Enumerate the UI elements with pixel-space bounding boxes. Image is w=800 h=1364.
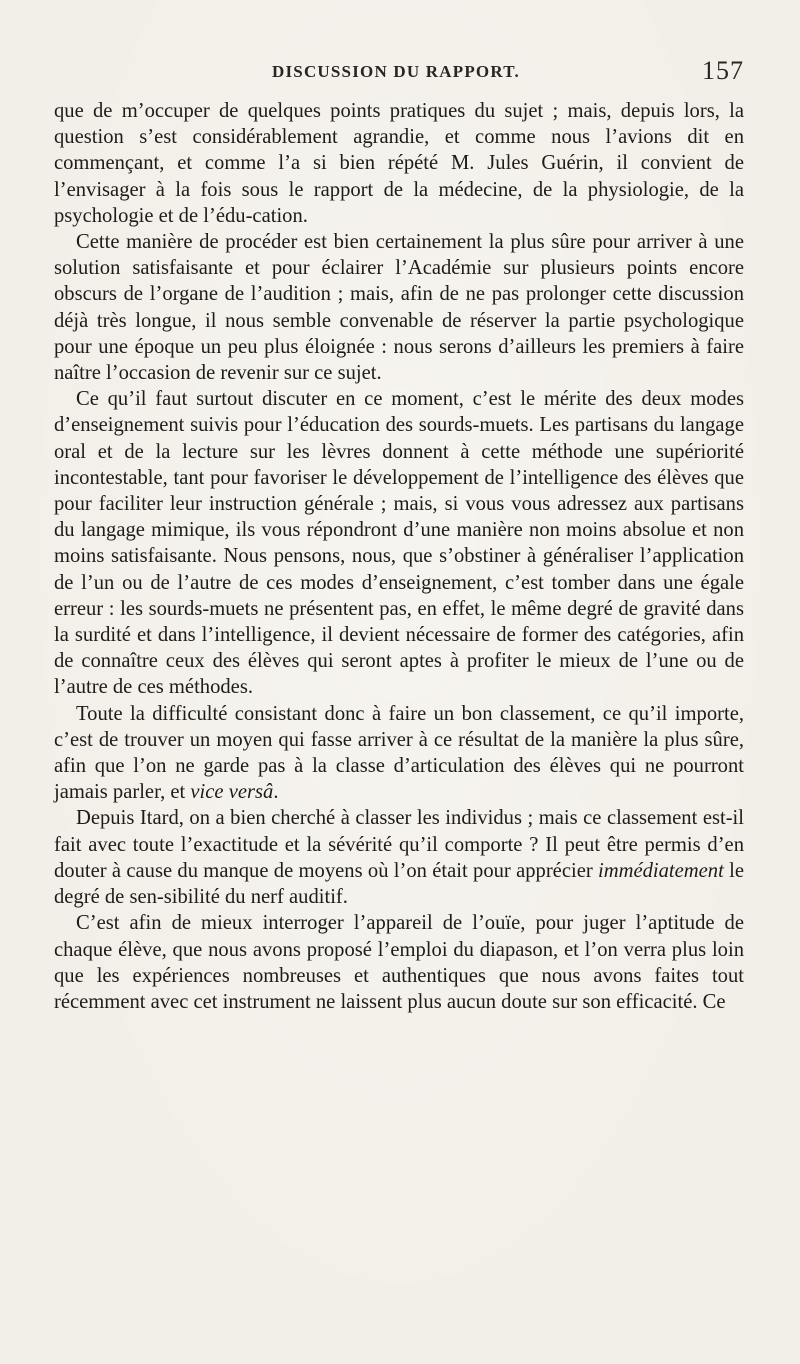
paragraph-5-italic: immédiatement — [598, 859, 724, 882]
paragraph-2: Cette manière de procéder est bien certainement la plus sûre pour arriver à une solution satisfaisante et pour éclairer l’Académie sur plusieurs points encore obscurs de l’organe de l’audition ; mais, afin de ne pas prolonger cette discussion déjà très longue, il nous semble convenable de réserver la partie psychologique pour une époque un peu plus éloignée : nous serons d’ailleurs les premiers à faire naître l’occasion de revenir sur ce sujet. — [54, 231, 744, 385]
paragraph-4 — [54, 701, 744, 806]
page-number: 157 — [702, 56, 744, 85]
paragraph-1: que de m’occuper de quelques points pratiques du sujet ; mais, depuis lors, la question s’est considérablement agrandie, et comme nous l’avions dit en commençant, et comme l’a si bien répété M. Jules Guérin, il convient de l’envisager à la fois sous le rapport de la médecine, de la physiologie, de la psychologie et de l’édu-cation. — [54, 100, 744, 227]
paragraph-6: C’est afin de mieux interroger l’appareil de l’ouïe, pour juger l’aptitude de chaque élève, que nous avons proposé l’emploi du diapason, et l’on verra plus loin que les expériences nombreuses et authentiques que nous avons faites tout récemment avec cet instrument ne laissent plus aucun doute sur son efficacité. Ce — [54, 912, 744, 1013]
paragraph-4-text: Toute la difficulté consistant donc à faire un bon classement, ce qu’il importe, c’est de trouver un moyen qui fasse arriver à ce résultat de la manière la plus sûre, afin que l’on ne garde pas à la classe d’articulation des élèves qui ne pourront jamais parler, et — [54, 702, 744, 804]
paragraph-3: Ce qu’il faut surtout discuter en ce moment, c’est le mérite des deux modes d’enseignement suivis pour l’éducation des sourds-muets. Les partisans du langage oral et de la lecture sur les lèvres donnent à cette méthode une supériorité incontestable, tant pour favoriser le développement de l’intelligence des élèves que pour faciliter leur instruction générale ; mais, si vous vous adressez aux partisans du langage mimique, ils vous répondront d’une manière non moins absolue et non moins satisfaisante. Nous pensons, nous, que s’obstiner à généraliser l’application de l’un ou de l’autre de ces modes d’enseignement, c’est tomber dans une égale erreur : les sourds-muets ne présentent pas, en effet, le même degré de gravité dans la surdité et dans l’intelligence, il devient nécessaire de former des catégories, afin de connaître ceux des élèves qui seront aptes à profiter le mieux de l’une ou de l’autre de ces méthodes. — [54, 388, 744, 699]
paragraph-4-end: . — [273, 781, 279, 804]
running-title: DISCUSSION DU RAPPORT. — [272, 62, 520, 81]
paragraph-5-end: le degré de sen-sibilité du nerf auditif. — [54, 859, 744, 909]
paragraph-5-text: Depuis Itard, on a bien cherché à classer les individus ; mais ce classement est-il fait avec toute l’exactitude et la sévérité qu’il comporte ? Il peut être permis d’en douter à cause du manque de moyens où l’on était pour apprécier — [54, 807, 744, 882]
paragraph-5 — [54, 805, 744, 910]
paragraph-4-italic: vice versâ — [190, 781, 274, 804]
body-text — [54, 98, 744, 1015]
running-head — [54, 56, 744, 98]
